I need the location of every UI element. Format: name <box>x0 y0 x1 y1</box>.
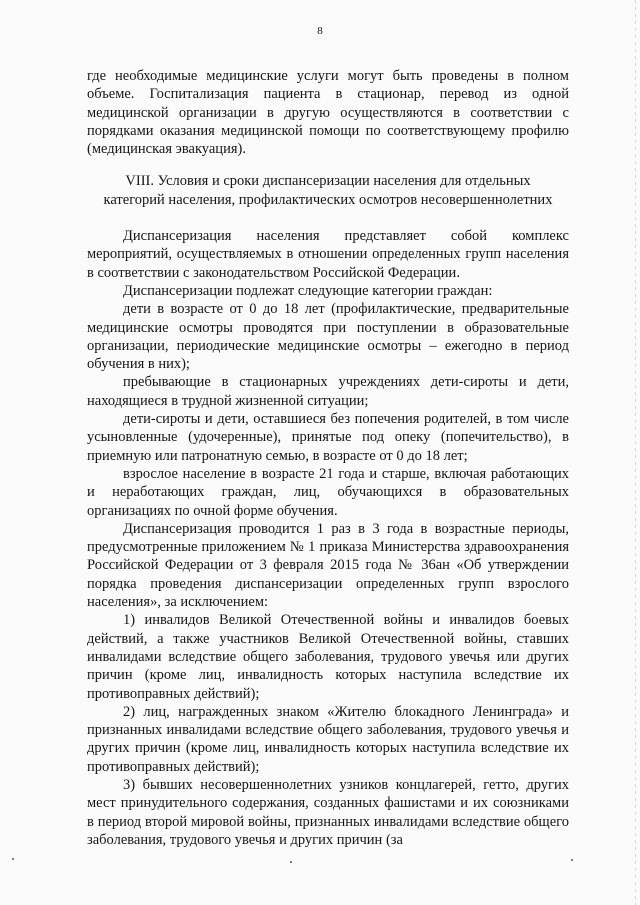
page-number: 8 <box>317 25 323 37</box>
paragraph: взрослое население в возрасте 21 года и старше, включая работающих и неработающих граждан, лиц, обучающихся в образовательных организациях по очной форме обучения. <box>87 465 569 519</box>
paragraph-continuation: где необходимые медицинские услуги могут быть проведены в полном объеме. Госпитализация пациента в стационар, перевод из одной медицинской организации в другую осуществляются в соответствии с порядками оказания медицинской помощи по соответствующему профилю (медицинская эвакуация). <box>87 68 569 158</box>
section-heading-line-1: VIII. Условия и сроки диспансеризации населения для отдельных <box>125 173 531 190</box>
document-body <box>87 67 569 849</box>
scan-speck <box>290 861 292 863</box>
paragraph: пребывающие в стационарных учреждениях дети-сироты и дети, находящиеся в трудной жизненной ситуации; <box>87 374 569 409</box>
paragraph: Диспансеризация проводится 1 раз в 3 года в возрастные периоды, предусмотренные приложением № 1 приказа Министерства здравоохранения Российской Федерации от 3 февраля 2015 года № 36ан «Об утверждении порядка проведения диспансеризации определенных групп взрослого населения», за исключением: <box>87 520 569 611</box>
scan-speck <box>571 859 573 861</box>
paragraph: 3) бывших несовершеннолетних узников концлагерей, гетто, других мест принудительного содержания, созданных фашистами и их союзниками в период второй мировой войны, признанных инвалидами вследствие общего заболевания, трудового увечья и других причин (за <box>87 776 569 848</box>
paragraph: Диспансеризации подлежат следующие категории граждан: <box>123 282 493 299</box>
paragraph: дети в возрасте от 0 до 18 лет (профилактические, предварительные медицинские осмотры проводятся при поступлении в образовательные организации, периодические медицинские осмотры – ежегодно в период обучения в них); <box>87 301 569 373</box>
paragraph: Диспансеризация населения представляет собой комплекс мероприятий, осуществляемых в отношении определенных групп населения в соответствии с законодательством Российской Федерации. <box>87 228 569 281</box>
scan-speck <box>12 858 14 860</box>
section-heading-line-2: категорий населения, профилактических осмотров несовершеннолетних <box>103 191 553 208</box>
paragraph: дети-сироты и дети, оставшиеся без попечения родителей, в том числе усыновленные (удочеренные), принятые под опеку (попечительство), в приемную или патронатную семью, в возрасте от 0 до 18 лет; <box>87 411 569 464</box>
paragraph: 1) инвалидов Великой Отечественной войны и инвалидов боевых действий, а также участников Великой Отечественной войны, ставших инвалидами вследствие общего заболевания, трудового увечья или других причин (кроме лиц, инвалидность которых наступила вследствие их противоправных действий); <box>87 612 569 702</box>
section-heading <box>87 172 569 209</box>
paragraph: 2) лиц, награжденных знаком «Жителю блокадного Ленинграда» и признанных инвалидами вследствие общего заболевания, трудового увечья и других причин (кроме лиц, инвалидность которых наступила вследствие их противоправных действий); <box>87 703 569 775</box>
scan-edge <box>635 0 636 905</box>
